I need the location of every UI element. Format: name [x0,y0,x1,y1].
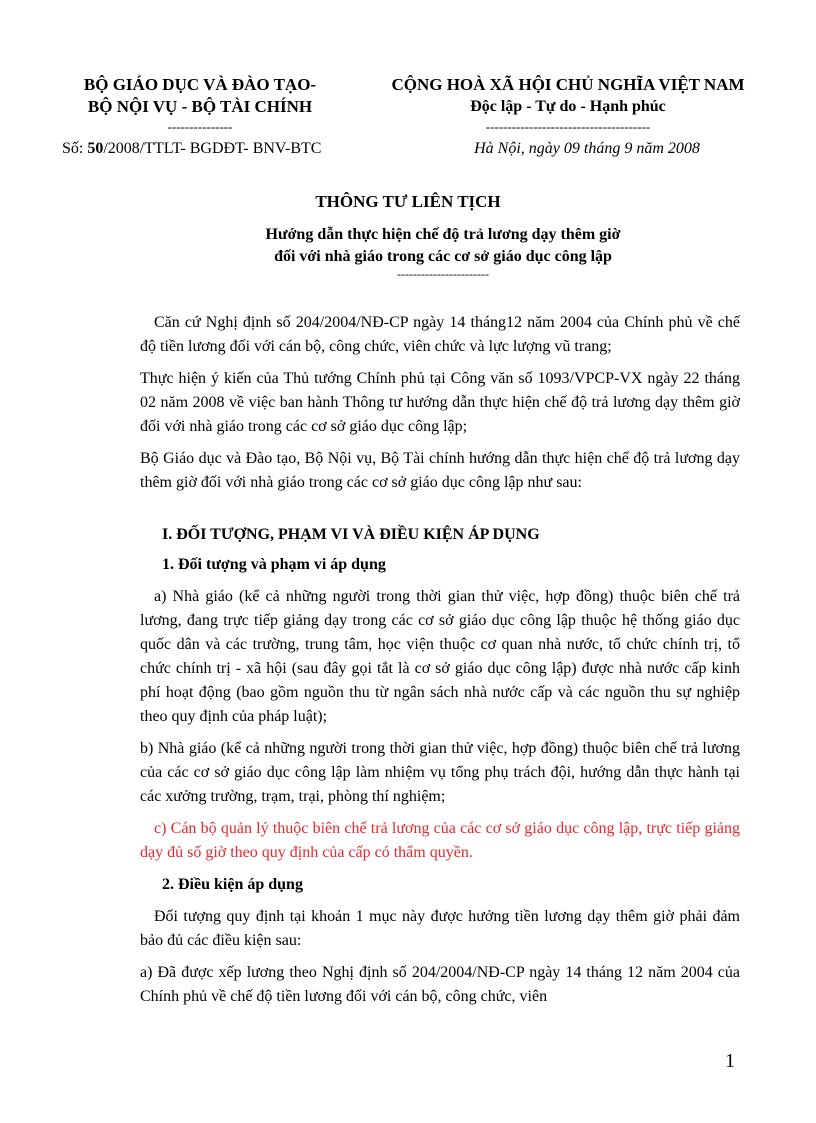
document-number-prefix: Số: [62,140,88,157]
subject-divider: ----------------------- [397,267,489,281]
paragraph-legal-basis: Căn cứ Nghị định số 204/2004/NĐ-CP ngày 14 tháng12 năm 2004 của Chính phủ về chế độ tiền lương đối với cán bộ, công chức, viên chức và lực lượng vũ trang; [140,314,740,355]
clause-c-highlighted: c) Cán bộ quản lý thuộc biên chế trả lương của các cơ sở giáo dục công lập, trực tiếp giảng dạy đủ số giờ theo quy định của cấp có thẩm quyền. [140,820,740,861]
national-motto [380,74,756,134]
clause-a: a) Nhà giáo (kể cả những người trong thời gian thử việc, hợp đồng) thuộc biên chế trả lương, đang trực tiếp giảng dạy trong các cơ sở giáo dục công lập thuộc hệ thống giáo dục quốc dân và các trường, trung tâm, học viện thuộc cơ quan nhà nước, tổ chức chính trị, tổ chức chính trị - xã hội (sau đây gọi tắt là cơ sở giáo dục công lập) được nhà nước cấp kinh phí hoạt động (bao gồm nguồn thu từ ngân sách nhà nước cấp và các nguồn thu sự nghiệp theo quy định của pháp luật); [140,588,740,725]
subsection-heading-2: 2. Điều kiện áp dụng [162,876,303,893]
issuing-agencies [40,74,360,134]
paragraph-conditions: Đối tượng quy định tại khoản 1 mục này được hưởng tiền lương dạy thêm giờ phải đảm bảo đủ các điều kiện sau: [140,908,740,949]
motto-divider: -------------------------------------- [485,119,651,134]
agency-line-1: BỘ GIÁO DỤC VÀ ĐÀO TẠO- [83,75,317,94]
agency-divider: --------------- [167,119,233,134]
subject-line-2: đối với nhà giáo trong các cơ sở giáo dục công lập [274,248,612,265]
page-number: 1 [725,1050,735,1072]
document-number-suffix: /2008/TTLT- BGDĐT- BNV-BTC [103,140,322,157]
agency-line-2: BỘ NỘI VỤ - BỘ TÀI CHÍNH [87,97,313,116]
subject-line-1: Hướng dẫn thực hiện chế độ trả lương dạy thêm giờ [265,226,621,243]
document-subject [0,224,816,280]
clause-b: b) Nhà giáo (kể cả những người trong thời gian thử việc, hợp đồng) thuộc biên chế trả lương của các cơ sở giáo dục công lập làm nhiệm vụ tổng phụ trách đội, hướng dẫn thực hành tại các xưởng trường, trạm, trại, phòng thí nghiệm; [140,740,740,805]
country-name: CỘNG HOÀ XÃ HỘI CHỦ NGHĨA VIỆT NAM [391,75,745,94]
document-number-bold: 50 [87,140,104,157]
motto-line: Độc lập - Tự do - Hạnh phúc [470,98,666,115]
document-number [62,140,321,158]
paragraph-implementation: Thực hiện ý kiến của Thủ tướng Chính phủ tại Công văn số 1093/VPCP-VX ngày 22 tháng 02 năm 2008 về việc ban hành Thông tư hướng dẫn thực hiện chế độ trả lương dạy thêm giờ đối với nhà giáo trong các cơ sở giáo dục công lập; [140,370,740,435]
subsection-heading-1: 1. Đối tượng và phạm vi áp dụng [162,556,386,573]
document-body [140,311,740,1017]
issue-date: Hà Nội, ngày 09 tháng 9 năm 2008 [474,140,700,157]
section-heading-1: I. ĐỐI TƯỢNG, PHẠM VI VÀ ĐIỀU KIỆN ÁP DỤNG [162,526,540,543]
paragraph-ministries: Bộ Giáo dục và Đào tạo, Bộ Nội vụ, Bộ Tài chính hướng dẫn thực hiện chế độ trả lương dạy thêm giờ đối với nhà giáo trong các cơ sở giáo dục công lập như sau: [140,450,740,491]
document-type-title: THÔNG TƯ LIÊN TỊCH [315,192,501,211]
condition-a: a) Đã được xếp lương theo Nghị định số 204/2004/NĐ-CP ngày 14 tháng 12 năm 2004 của Chính phủ về chế độ tiền lương đối với cán bộ, công chức, viên [140,964,740,1005]
